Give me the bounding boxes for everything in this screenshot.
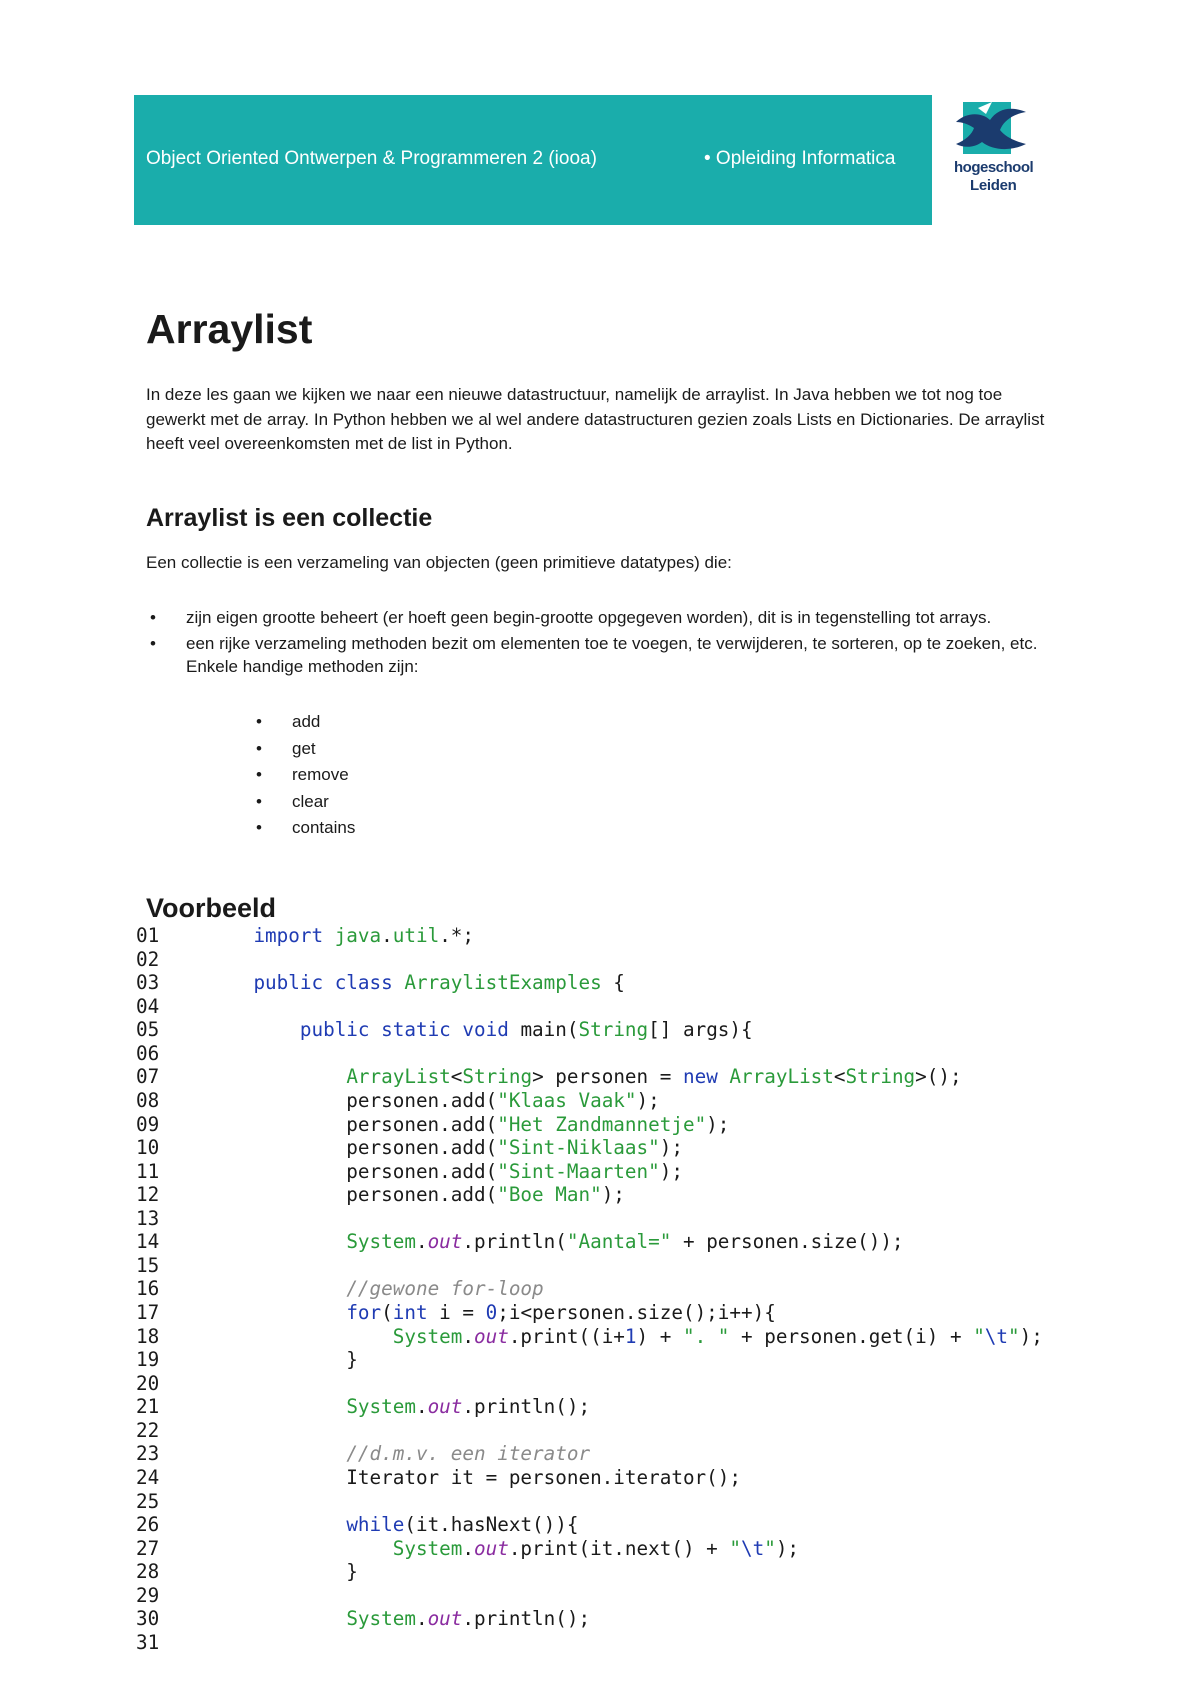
code-text: personen.add("Boe Man"); <box>207 1183 625 1207</box>
line-number: 19 <box>136 1348 160 1372</box>
line-number: 16 <box>136 1277 160 1301</box>
code-line <box>136 1065 1043 1089</box>
code-text: System.out.print(it.next() + "\t"); <box>392 1536 800 1560</box>
code-text: Iterator it = personen.iterator(); <box>207 1465 741 1489</box>
line-number: 12 <box>136 1183 160 1207</box>
collection-properties-list <box>146 606 1046 681</box>
code-line <box>136 1560 1043 1584</box>
line-number: 25 <box>136 1489 160 1513</box>
code-line <box>136 1348 1043 1372</box>
line-number: 28 <box>136 1560 160 1584</box>
list-item: • clear <box>146 790 746 814</box>
code-line <box>136 1607 1043 1631</box>
line-number: 18 <box>136 1324 160 1348</box>
code-line <box>136 924 1043 948</box>
code-line <box>136 1631 1043 1655</box>
line-number: 14 <box>136 1230 160 1254</box>
code-line <box>136 1230 1043 1254</box>
bullet-icon: • <box>150 608 156 627</box>
line-number: 13 <box>136 1206 160 1230</box>
code-line <box>136 1018 1043 1042</box>
code-listing <box>136 924 1043 1654</box>
code-line <box>136 1442 1043 1466</box>
code-text: System.out.println(); <box>346 1395 591 1419</box>
code-line <box>136 1183 1043 1207</box>
code-text: public static void main(String[] args){ <box>299 1018 753 1042</box>
code-text: System.out.println("Aantal=" + personen.size()); <box>346 1230 904 1254</box>
bullet-icon: • <box>150 634 156 653</box>
code-text: personen.add("Klaas Vaak"); <box>207 1088 660 1112</box>
code-line <box>136 1089 1043 1113</box>
code-line <box>136 1466 1043 1490</box>
list-item: • zijn eigen grootte beheert (er hoeft geen begin-grootte opgegeven worden), dit is in tegenstelling tot arrays. <box>150 608 992 627</box>
line-number: 24 <box>136 1465 160 1489</box>
list-item: • een rijke verzameling methoden bezit om elementen toe te voegen, te verwijderen, te sorteren, op te zoeken, etc. Enkele handige methoden zijn: <box>150 634 1038 676</box>
course-title: Object Oriented Ontwerpen & Programmeren 2 (iooa) <box>146 148 597 169</box>
code-line <box>136 971 1043 995</box>
line-number: 09 <box>136 1112 160 1136</box>
code-line <box>136 1254 1043 1278</box>
intro-paragraph: In deze les gaan we kijken we naar een nieuwe datastructuur, namelijk de arraylist. In Java hebben we tot nog toe gewerkt met de array. In Python hebben we al wel andere datastructuren gezien zoals Lists en Dictionaries. De arraylist heeft veel overeenkomsten met de list in Python. <box>146 385 1045 453</box>
code-text: personen.add("Sint-Niklaas"); <box>207 1136 683 1160</box>
line-number: 22 <box>136 1418 160 1442</box>
line-number: 23 <box>136 1442 160 1466</box>
line-number: 31 <box>136 1630 160 1654</box>
line-number: 06 <box>136 1041 160 1065</box>
code-text: //d.m.v. een iterator <box>346 1442 591 1466</box>
line-number: 02 <box>136 947 160 971</box>
bullet-icon: • <box>256 712 262 731</box>
line-number: 03 <box>136 971 160 995</box>
line-number: 29 <box>136 1583 160 1607</box>
line-number: 21 <box>136 1395 160 1419</box>
line-number: 08 <box>136 1088 160 1112</box>
code-text: System.out.println(); <box>346 1607 591 1631</box>
line-number: 01 <box>136 924 160 947</box>
code-line <box>136 1537 1043 1561</box>
line-number: 10 <box>136 1136 160 1160</box>
code-text: } <box>207 1348 358 1372</box>
code-line <box>136 1395 1043 1419</box>
logo-text-leiden: Leiden <box>970 177 1017 194</box>
program-name: • Opleiding Informatica <box>704 148 896 169</box>
code-line <box>136 948 1043 972</box>
list-item: • add <box>146 710 746 734</box>
code-line <box>136 1301 1043 1325</box>
code-text: public class ArraylistExamples { <box>253 971 625 995</box>
line-number: 20 <box>136 1371 160 1395</box>
code-text: for(int i = 0;i<personen.size();i++){ <box>346 1301 776 1324</box>
code-line <box>136 1160 1043 1184</box>
code-text: ArrayList<String> personen = new ArrayList<String>(); <box>346 1065 962 1089</box>
line-number: 05 <box>136 1018 160 1042</box>
code-line <box>136 1513 1043 1537</box>
list-item: • get <box>146 737 746 761</box>
line-number: 26 <box>136 1513 160 1537</box>
code-text: } <box>207 1560 358 1584</box>
code-text: while(it.hasNext()){ <box>346 1513 579 1537</box>
code-line <box>136 1584 1043 1608</box>
code-line <box>136 1372 1043 1396</box>
code-line <box>136 1136 1043 1160</box>
code-text: //gewone for-loop <box>346 1277 544 1301</box>
line-number: 11 <box>136 1159 160 1183</box>
line-number: 17 <box>136 1301 160 1324</box>
list-item: • contains <box>146 816 746 840</box>
code-line <box>136 1325 1043 1349</box>
methods-list <box>146 710 746 843</box>
code-line <box>136 1042 1043 1066</box>
code-line <box>136 1490 1043 1514</box>
code-text: personen.add("Sint-Maarten"); <box>207 1159 683 1183</box>
section-heading-collectie: Arraylist is een collectie <box>146 504 433 532</box>
bullet-icon: • <box>256 738 262 758</box>
line-number: 15 <box>136 1253 160 1277</box>
code-line <box>136 1419 1043 1443</box>
code-line <box>136 995 1043 1019</box>
bullet-icon: • <box>256 791 262 811</box>
section-heading-voorbeeld: Voorbeeld <box>146 893 277 923</box>
list-item: • remove <box>146 763 746 787</box>
bullet-icon: • <box>256 818 262 837</box>
line-number: 04 <box>136 994 160 1018</box>
code-text: personen.add("Het Zandmannetje"); <box>207 1112 730 1136</box>
section-intro: Een collectie is een verzameling van objecten (geen primitieve datatypes) die: <box>146 553 732 572</box>
code-text: import java.util.*; <box>253 924 475 947</box>
code-line <box>136 1113 1043 1137</box>
line-number: 30 <box>136 1607 160 1631</box>
logo-text-hogeschool: hogeschool <box>954 159 1034 176</box>
line-number: 27 <box>136 1536 160 1560</box>
code-line <box>136 1277 1043 1301</box>
line-number: 07 <box>136 1065 160 1089</box>
code-line <box>136 1207 1043 1231</box>
code-text: System.out.print((i+1) + ". " + personen.get(i) + "\t"); <box>392 1324 1043 1348</box>
page-title: Arraylist <box>146 306 313 352</box>
bullet-icon: • <box>256 765 262 784</box>
